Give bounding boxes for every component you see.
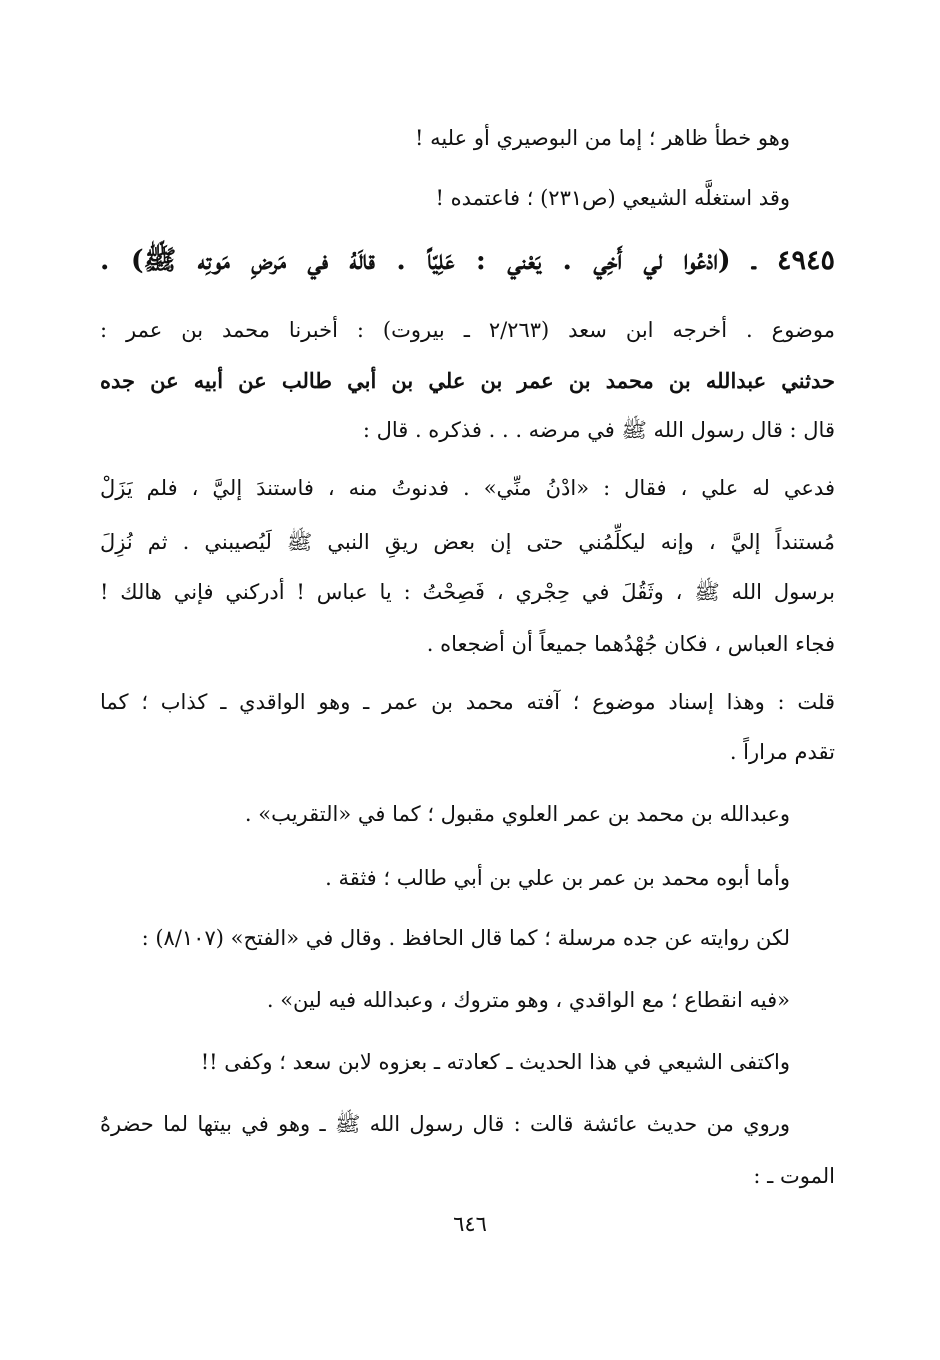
text-line: قال : قال رسول الله ﷺ في مرضه . . . فذكره . قال : [362, 418, 835, 442]
text-line: وروي من حديث عائشة قالت : قال رسول الله ﷺ ـ وهو في بيتها لما حضرهُ [100, 1112, 790, 1136]
text-line: مُستنداً إليَّ ، وإنه ليكلِّمُني حتى إن بعض ريقِ النبي ﷺ لَيُصيبني . ثم نُزِلَ [100, 530, 835, 554]
text-line: برسول الله ﷺ ، وثَقُلَ في حِجْري ، فَصِحْتُ : يا عباس ! أدركني فإني هالك ! [100, 580, 835, 604]
page-number: ٦٤٦ [453, 1212, 487, 1236]
text-line: موضوع . أخرجه ابن سعد (٢/٢٦٣ ـ بيروت) : أخبرنا محمد بن عمر : [100, 318, 835, 342]
text-line: حدثني عبدالله بن محمد بن عمر بن علي بن أبي طالب عن أبيه عن جده [100, 368, 835, 393]
text-line: قلت : وهذا إسناد موضوع ؛ آفته محمد بن عمر ـ وهو الواقدي ـ كذاب ؛ كما [100, 690, 835, 714]
text-line: وهو خطأ ظاهر ؛ إما من البوصيري أو عليه ! [414, 126, 790, 150]
text-line: وعبدالله بن محمد بن عمر العلوي مقبول ؛ كما في «التقريب» . [244, 802, 790, 826]
text-line: فجاء العباس ، فكان جُهْدُهما جميعاً أن أضجعاه . [426, 632, 835, 656]
text-line: «فيه انقطاع ؛ مع الواقدي ، وهو متروك ، وعبدالله فيه لين» . [266, 988, 790, 1012]
text-line: لكن روايته عن جده مرسلة ؛ كما قال الحافظ . وقال في «الفتح» (٨/١٠٧) : [141, 926, 790, 950]
text-line: تقدم مراراً . [729, 740, 835, 764]
hadith-heading: ٤٩٤٥ ـ (ادْعُوا لي أَخِي . يَعْني : عَلِيّاً . قالَهُ في مَرضِ مَوتِه ﷺ) . [100, 245, 835, 276]
text-line: واكتفى الشيعي في هذا الحديث ـ كعادته ـ بعزوه لابن سعد ؛ وكفى !! [200, 1050, 790, 1074]
text-line: فدعي له علي ، فقال : «ادْنُ منِّي» . فدنوتُ منه ، فاستندَ إليَّ ، فلم يَزَلْ [100, 476, 835, 500]
text-line: الموت ـ : [753, 1164, 835, 1188]
text-line: وقد استغلَّه الشيعي (ص٢٣١) ؛ فاعتمده ! [435, 186, 790, 210]
text-line: وأما أبوه محمد بن عمر بن علي بن أبي طالب ؛ فثقة . [325, 866, 790, 890]
